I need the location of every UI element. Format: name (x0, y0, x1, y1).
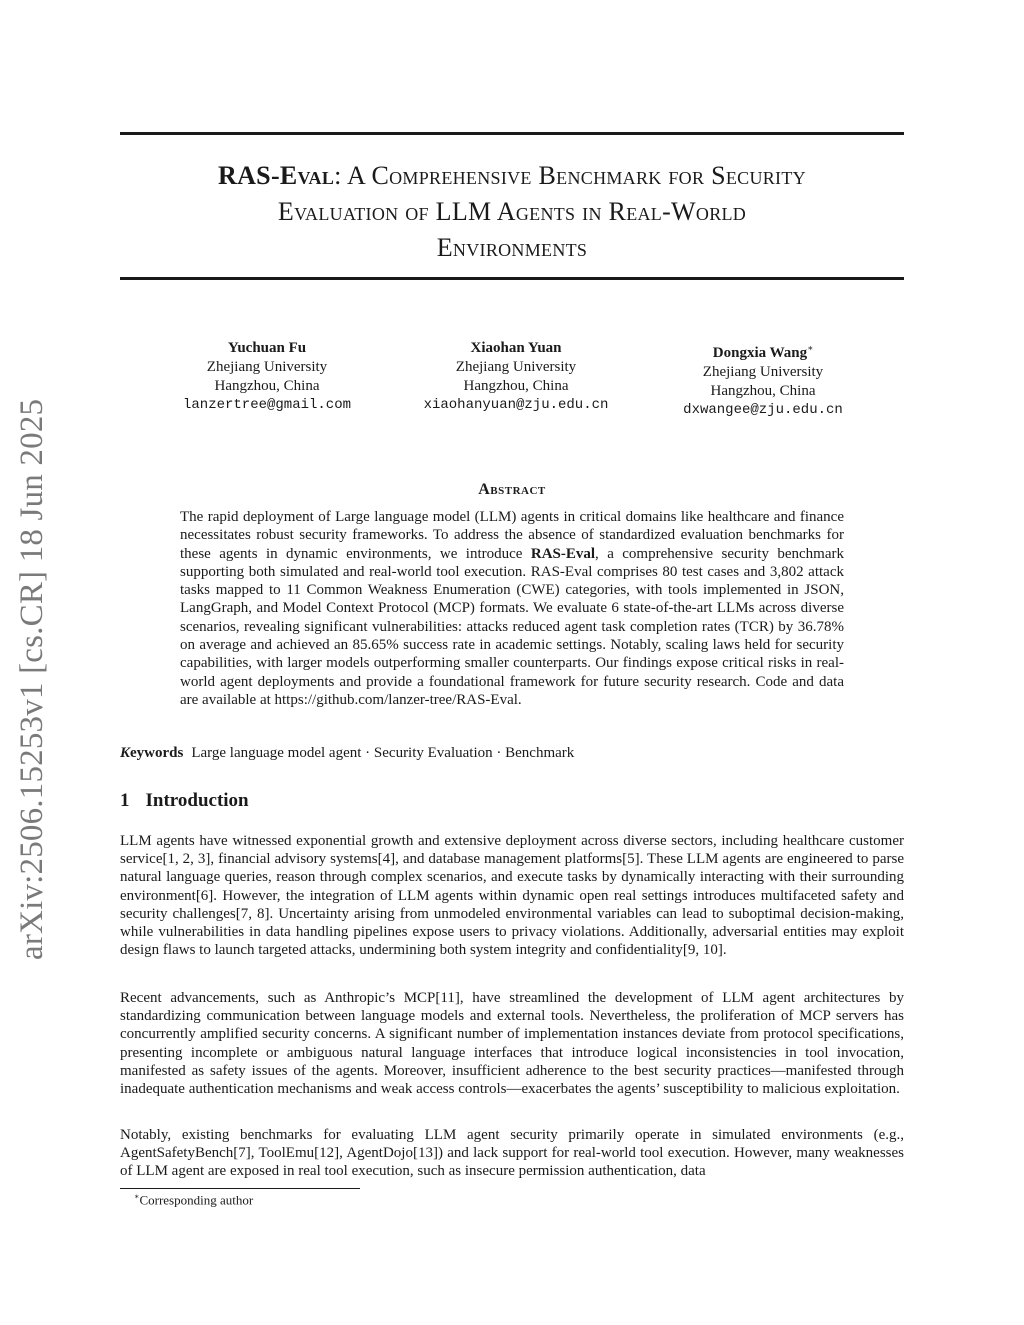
section-title: Introduction (145, 790, 249, 811)
abstract-heading: Abstract (478, 481, 546, 498)
title-line3: Environments (436, 233, 588, 262)
keywords-line (120, 745, 574, 762)
title-rule-bottom (120, 277, 904, 280)
abstract-text: The rapid deployment of Large language model (LLM) agents in critical domains like healthcare and finance necessitates robust security frameworks. To address the absence of standardized evaluation benchmarks for these agents in dynamic environments, we introduce RAS-Eval, a comprehensive security benchmark supporting both simulated and real-world tool execution. RAS-Eval comprises 80 test cases and 3,802 attack tasks mapped to 11 Common Weakness Enumeration (CWE) categories, with tools implemented in JSON, LangGraph, and Model Context Protocol (MCP) formats. We evaluate 6 state-of-the-art LLMs across diverse scenarios, revealing significant vulnerabilities: attacks reduced agent task completion rates (TCR) by 36.78% on average and achieved an 85.65% success rate in academic settings. Notably, scaling laws held for security capabilities, with larger models outperforming smaller counterparts. Our findings expose critical risks in real-world agent deployments and provide a foundational framework for future security research. Code and data are available at https://github.com/lanzer-tree/RAS-Eval. (180, 509, 845, 708)
paragraph: Recent advancements, such as Anthropic’s MCP[11], have streamlined the development of LLM agent architectures by standardizing communication between language models and external tools. Nevertheless, the proliferation of MCP servers has concurrently amplified security concerns. A significant number of implementation instances deviate from protocol specifications, presenting incomplete or ambiguous natural language interfaces that introduce logical inconsistencies in tool invocation, manifested as safety issues of the agents. Moreover, insufficient adherence to the best security practices—manifested through inadequate authentication mechanisms and weak access controls—exacerbates the agents’ susceptibility to malicious exploitation. (120, 990, 904, 1098)
author-name: Dongxia Wang∗ (712, 343, 814, 361)
author-affiliation: Zhejiang University (206, 359, 328, 375)
footnote-marker: ∗ (134, 1192, 140, 1201)
paragraph: LLM agents have witnessed exponential growth and extensive deployment across diverse sectors, including healthcare customer service[1, 2, 3], financial advisory systems[4], and database management platforms[5]. These LLM agents are engineered to parse natural language queries, reason through complex scenarios, and execute tasks by dynamically interacting with their surrounding environment[6]. However, the integration of LLM agents within dynamic open real settings introduces multifaceted safety and security challenges[7, 8]. Uncertainty arising from unmodeled environmental variables can lead to suboptimal decision-making, while vulnerabilities in data handling pipelines expose users to privacy violations. Additionally, adversarial entities may exploit design flaws to launch targeted attacks, undermining both system integrity and confidentiality[9, 10]. (120, 833, 904, 959)
author-email[interactable]: dxwangee@zju.edu.cn (683, 402, 843, 418)
section-number: 1 (120, 790, 130, 811)
footnote-text: Corresponding author (139, 1192, 254, 1208)
author-name: Xiaohan Yuan (470, 340, 562, 356)
paper-title (120, 158, 904, 266)
author-name: Yuchuan Fu (227, 340, 307, 356)
footnote (134, 1192, 253, 1208)
title-rule-top (120, 132, 904, 135)
author-3 (633, 339, 893, 420)
corresponding-marker: ∗ (807, 343, 814, 353)
keywords-text: Large language model agent · Security Evaluation · Benchmark (191, 745, 575, 761)
author-2 (386, 339, 646, 415)
section-heading (120, 790, 249, 812)
author-affiliation: Zhejiang University (702, 364, 824, 380)
benchmark-name: RAS-Eval (530, 545, 596, 562)
footnote-rule (120, 1188, 360, 1189)
author-1 (137, 339, 397, 415)
keywords-label: Keywords (120, 745, 184, 761)
title-line1: : A Comprehensive Benchmark for Security (334, 161, 806, 190)
arxiv-identifier: arXiv:2506.15253v1 [cs.CR] 18 Jun 2025 (14, 398, 50, 960)
author-email[interactable]: xiaohanyuan@zju.edu.cn (423, 397, 609, 413)
title-name: RAS-Eval (218, 161, 335, 190)
author-affiliation: Zhejiang University (455, 359, 577, 375)
author-location: Hangzhou, China (463, 378, 569, 394)
author-email[interactable]: lanzertree@gmail.com (182, 397, 352, 413)
paragraph: Notably, existing benchmarks for evaluating LLM agent security primarily operate in simulated environments (e.g., AgentSafetyBench[7], ToolEmu[12], AgentDojo[13]) and lack support for real-world tool execution. However, many weaknesses of LLM agent are exposed in real tool execution, such as insecure permission authentication, data (120, 1127, 904, 1180)
author-location: Hangzhou, China (214, 378, 320, 394)
title-line2: Evaluation of LLM Agents in Real-World (277, 197, 747, 226)
author-location: Hangzhou, China (710, 383, 816, 399)
